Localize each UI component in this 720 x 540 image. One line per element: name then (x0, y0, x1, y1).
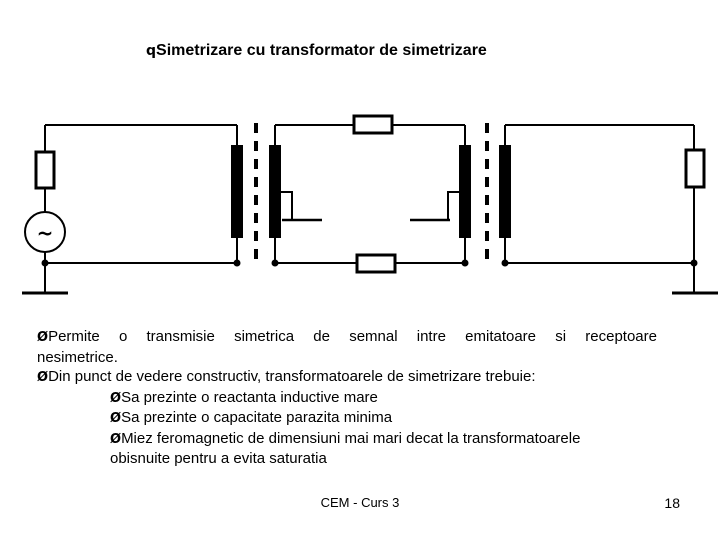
page-number: 18 (664, 495, 680, 511)
arrow-bullet-icon: Ø (37, 370, 49, 385)
right-primary-winding (499, 145, 511, 238)
bullet-item (37, 367, 657, 388)
arrow-bullet-icon: Ø (110, 431, 122, 447)
junction-dot (691, 260, 698, 267)
ac-source-symbol: ~ (36, 221, 54, 245)
bullet-text: Din punct de vedere constructiv, transformatoarele de simetrizare trebuie: (48, 368, 536, 385)
left-center-tap (281, 192, 292, 220)
junction-dot (234, 260, 241, 267)
arrow-bullet-icon: Ø (110, 390, 122, 406)
title-bullet: q (146, 43, 157, 59)
bullet-text: Permite o transmisie simetrica de semnal intre emitatoare si receptoare (48, 328, 657, 345)
left-secondary-winding (269, 145, 281, 238)
sub-bullet-item (37, 388, 657, 409)
bullet-continuation: nesimetrice. (37, 348, 118, 366)
sub-bullet-item (37, 429, 657, 450)
title-text: Simetrizare cu transformator de simetrizare (156, 42, 487, 59)
left-primary-winding (231, 145, 243, 238)
junction-dot (462, 260, 469, 267)
sub-bullet-continuation: obisnuite pentru a evita saturatia (110, 450, 327, 467)
left-loop-wire (45, 125, 237, 293)
junction-dot (502, 260, 509, 267)
arrow-bullet-icon: Ø (110, 411, 122, 426)
footer-label: CEM - Curs 3 (320, 495, 400, 510)
sub-bullet-text: Miez feromagnetic de dimensiuni mai mari decat la transformatoarele (121, 429, 581, 447)
left-resistor (36, 152, 54, 188)
sub-bullet-text: Sa prezinte o reactanta inductive mare (121, 388, 378, 406)
top-line-resistor (354, 116, 392, 133)
right-center-tap (448, 192, 459, 220)
middle-loop-wire (275, 125, 465, 263)
sub-bullet-item (37, 408, 657, 429)
right-loop-wire (505, 125, 694, 293)
right-resistor (686, 150, 704, 187)
junction-dot (272, 260, 279, 267)
arrow-bullet-icon: Ø (37, 330, 49, 345)
bullet-item (37, 327, 657, 348)
bottom-line-resistor (357, 255, 395, 272)
bullet-list (37, 327, 657, 469)
right-secondary-winding (459, 145, 471, 238)
junction-dot (42, 260, 49, 267)
sub-bullet-text: Sa prezinte o capacitate parazita minima (121, 409, 393, 426)
